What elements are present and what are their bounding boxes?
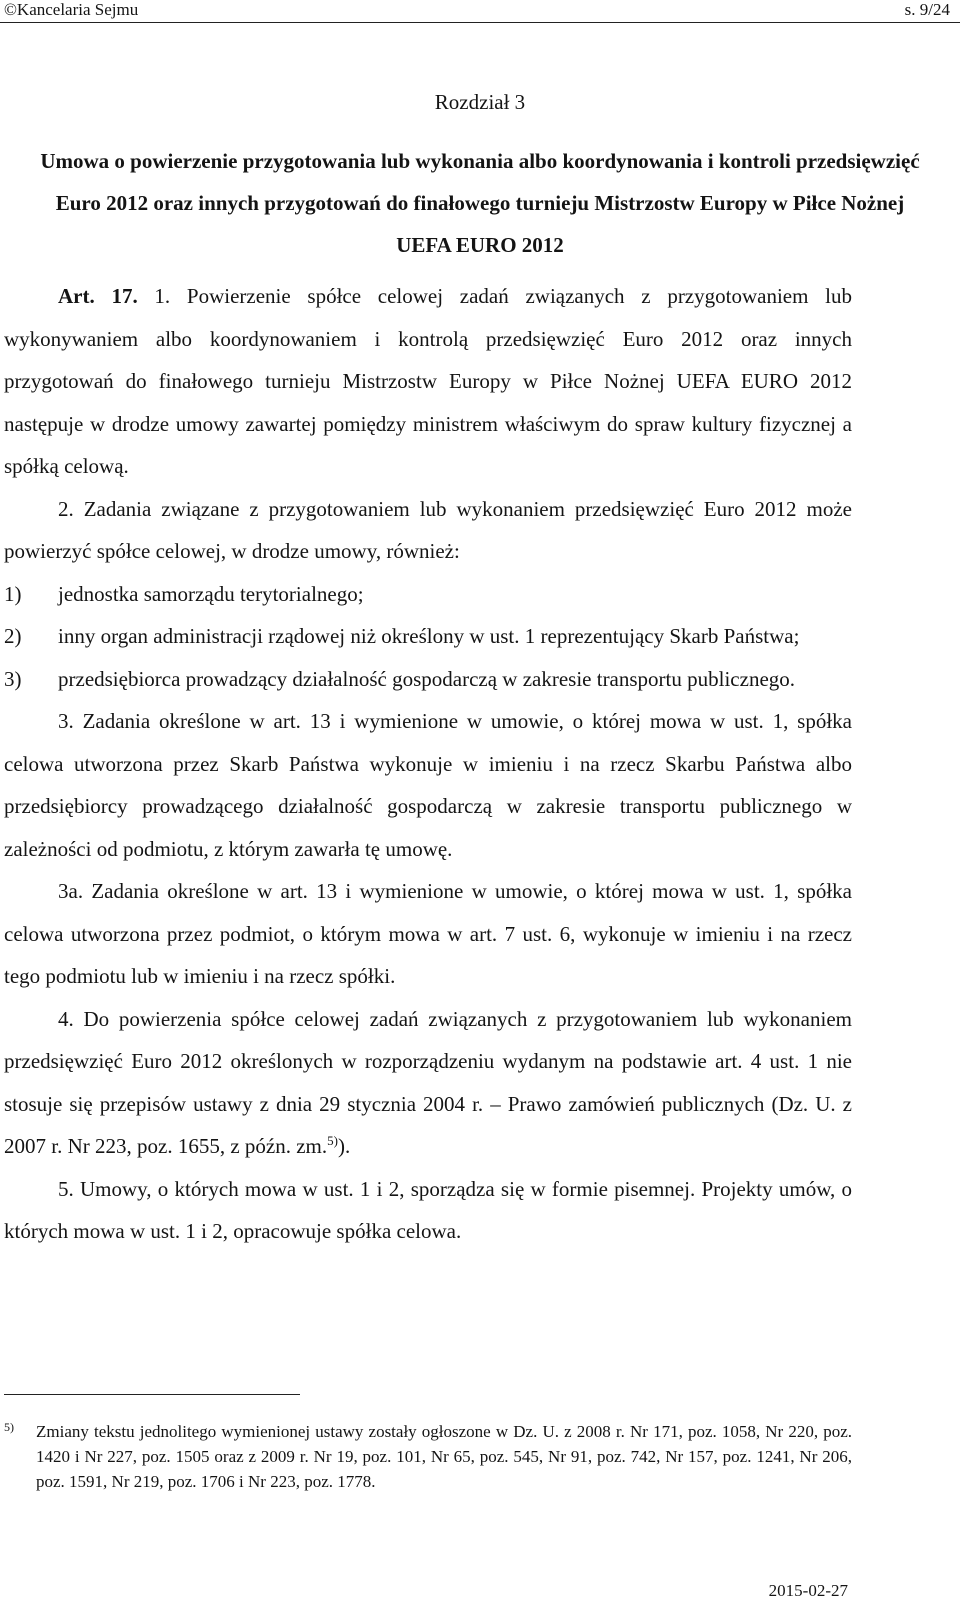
list-item: 1) jednostka samorządu terytorialnego; xyxy=(4,581,364,606)
footnote-text: Zmiany tekstu jednolitego wymienionej ustawy zostały ogłoszone w Dz. U. z 2008 r. Nr 171, poz. 1058, Nr 220, poz. 1420 i Nr 227, poz. 1505 oraz z 2009 r. Nr 19, poz. 101, Nr 65, poz. 545, Nr 91, poz. 742, Nr 157, poz. 1241, Nr 206, poz. 1591, Nr 219, poz. 1706 i Nr 223, poz. 1778. xyxy=(36,1422,852,1491)
paragraph-3: 3. Zadania określone w art. 13 i wymienione w umowie, o której mowa w ust. 1, spółka celowa utworzona przez Skarb Państwa wykonuje w imieniu i na rzecz Skarbu Państwa albo przedsiębiorcy prowadzącego działalność gospodarczą w zakresie transportu publicznego w zależności od podmiotu, z którym zawarła tę umowę. xyxy=(4,709,852,861)
footnote xyxy=(4,1419,852,1494)
paragraph-5: 5. Umowy, o których mowa w ust. 1 i 2, sporządza się w formie pisemnej. Projekty umów, o których mowa w ust. 1 i 2, opracowuje spółka celowa. xyxy=(4,1176,852,1243)
paragraph-4: 4. Do powierzenia spółce celowej zadań związanych z przygotowaniem lub wykonaniem przedsięwzięć Euro 2012 określonych w rozporządzeniu wydanym na podstawie art. 4 ust. 1 nie stosuje się przepisów ustawy z dnia 29 stycznia 2004 r. – Prawo zamówień publicznych (Dz. U. z 2007 r. Nr 223, poz. 1655, z późn. zm.$^{5)}$). xyxy=(4,1006,852,1158)
article-body xyxy=(4,275,852,1253)
copyright-label: ©Kancelaria Sejmu xyxy=(4,0,139,19)
header-divider xyxy=(0,22,960,23)
footnote-mark: 5) xyxy=(4,1420,14,1434)
chapter-title: Umowa o powierzenie przygotowania lub wykonania albo koordynowania i kontroli przedsięwzięć Euro 2012 oraz innych przygotowań do finałowego turnieju Mistrzostw Europy w Piłce Nożnej UEFA EURO 2012 xyxy=(40,149,920,257)
list-item: 3) przedsiębiorca prowadzący działalność gospodarczą w zakresie transportu publicznego. xyxy=(4,666,796,691)
list-item: 2) inny organ administracji rządowej niż określony w ust. 1 reprezentujący Skarb Państwa; xyxy=(4,624,800,648)
paragraph-3a: 3a. Zadania określone w art. 13 i wymienione w umowie, o której mowa w ust. 1, spółka celowa utworzona przez podmiot, o którym mowa w art. 7 ust. 6, wykonuje w imieniu i na rzecz tego podmiotu lub w imieniu i na rzecz spółki. xyxy=(4,879,852,988)
footer-date: 2015-02-27 xyxy=(768,1581,848,1600)
page-header xyxy=(4,0,950,22)
footnote-reference: 5) xyxy=(327,1133,338,1148)
footnote-divider xyxy=(4,1394,300,1395)
paragraph-2: 2. Zadania związane z przygotowaniem lub wykonaniem przedsięwzięć Euro 2012 może powierzyć spółce celowej, w drodze umowy, również: xyxy=(4,496,852,563)
article-label: Art. 17. xyxy=(58,284,138,308)
paragraph-1: Art. 17. 1. Powierzenie spółce celowej zadań związanych z przygotowaniem lub wykonywaniem albo koordynowaniem i kontrolą przedsięwzięć Euro 2012 oraz innych przygotowań do finałowego turnieju Mistrzostw Europy w Piłce Nożnej UEFA EURO 2012 następuje w drodze umowy zawartej pomiędzy ministrem właściwym do spraw kultury fizycznej a spółką celową. xyxy=(4,284,852,478)
chapter-heading: Rozdział 3 xyxy=(434,90,526,114)
page-number: s. 9/24 xyxy=(904,0,950,19)
